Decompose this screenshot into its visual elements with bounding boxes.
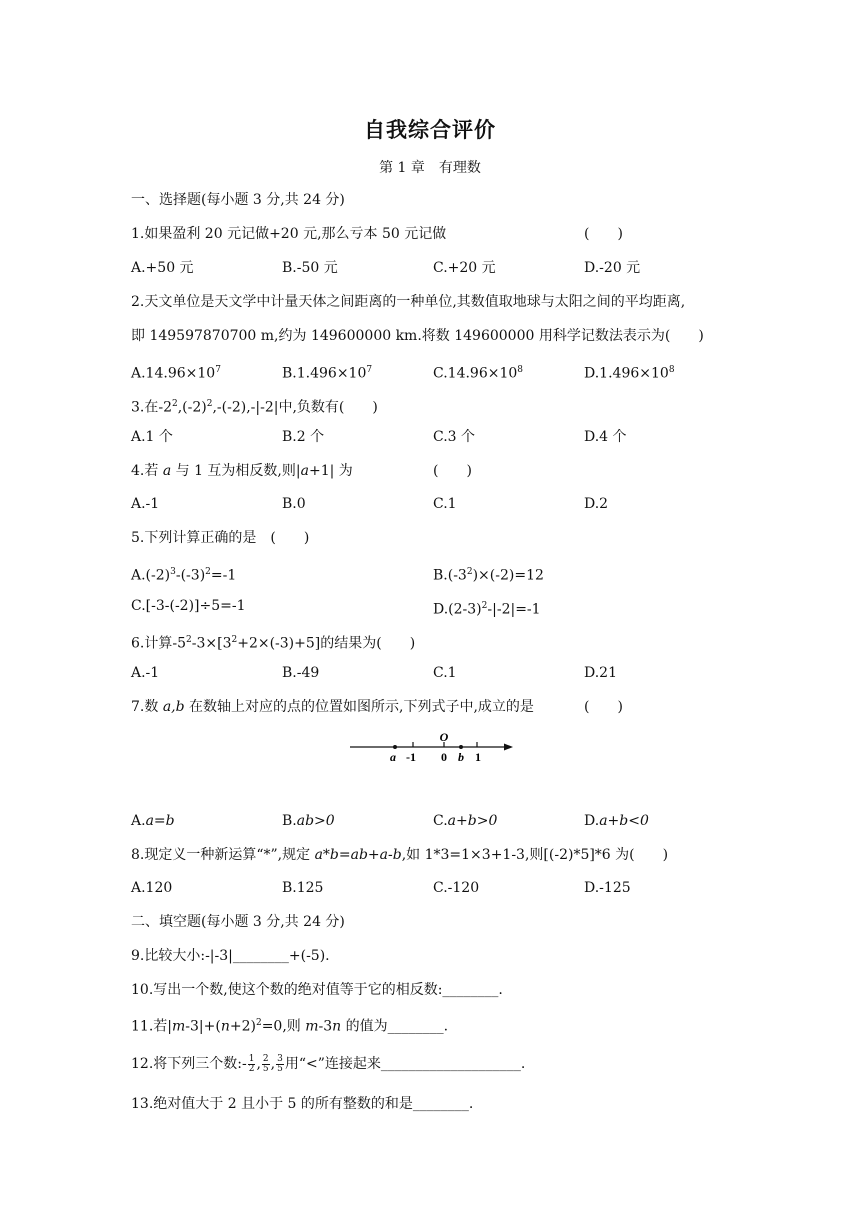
option-d: D.2: [584, 496, 609, 512]
option-a: $A.(-2)^3-(-3)^2=-1$: [131, 567, 237, 584]
option-b: B.2 个: [282, 429, 325, 445]
option-c: C.a+b>0: [433, 813, 498, 829]
option-a: A.-1: [131, 665, 160, 681]
point-a: [393, 745, 397, 749]
option-d: D.a+b<0: [584, 813, 649, 829]
option-c: C.1: [433, 665, 457, 681]
option-d: D.21: [584, 665, 617, 681]
fraction: $\frac{2}{5}$: [262, 1053, 269, 1074]
question-12: 12.将下列三个数:- $\frac{1}{2}$ , $\frac{2}{5}$ , $\frac{3}{5}$ 用“<”连接起来____________________.: [131, 1053, 526, 1074]
question-13: 13.绝对值大于 2 且小于 5 的所有整数的和是________.: [131, 1096, 474, 1112]
option-a: A.+50 元: [131, 260, 194, 276]
option-b: B.ab>0: [282, 813, 335, 829]
number-line-figure: [347, 730, 517, 766]
section-heading: 一、选择题(每小题 3 分,共 24 分): [131, 192, 345, 208]
answer-bracket: ( ): [433, 463, 472, 479]
question-6: 6.计算$-5^2-3\times[3^2+2\times(-3)+5]$的结果为( ): [131, 635, 416, 652]
option-d: D.-125: [584, 880, 631, 896]
origin-label: O: [439, 730, 449, 744]
option-c: $C.14.96\times 10^8$: [433, 365, 524, 382]
option-d: D.-20 元: [584, 260, 641, 276]
question-9: 9.比较大小:-|-3|________+(-5).: [131, 948, 330, 964]
option-c: C.+20 元: [433, 260, 496, 276]
label-b: b: [458, 750, 464, 764]
option-c: C.3 个: [433, 429, 476, 445]
option-b: B.125: [282, 880, 324, 896]
page-title: 自我综合评价: [364, 118, 496, 142]
option-d: D.4 个: [584, 429, 627, 445]
option-d: $D.(2-3)^2-|-2|=-1$: [433, 601, 541, 618]
option-b: $B.1.496\times 10^7$: [282, 365, 373, 382]
option-a: A.1 个: [131, 429, 173, 445]
question-3: 3.在$-2^2,(-2)^2,-(-2),-|-2|$中,负数有( ): [131, 399, 378, 416]
option-b: $B.(-3^2)\times(-2)=12$: [433, 567, 544, 584]
label-one: 1: [475, 750, 481, 764]
section-heading: 二、填空题(每小题 3 分,共 24 分): [131, 914, 345, 930]
question-10: 10.写出一个数,使这个数的绝对值等于它的相反数:________.: [131, 982, 503, 998]
label-zero: 0: [441, 750, 447, 764]
option-a: A.120: [131, 880, 173, 896]
option-b: B.0: [282, 496, 306, 512]
fraction: $\frac{1}{2}$: [248, 1053, 255, 1074]
option-c: C.1: [433, 496, 457, 512]
chapter-subtitle: 第 1 章 有理数: [379, 160, 481, 176]
option-a: $A.14.96\times 10^7$: [131, 365, 221, 382]
question-5: 5.下列计算正确的是 ( ): [131, 530, 310, 546]
option-d: $D.1.496\times 10^8$: [584, 365, 675, 382]
option-b: B.-49: [282, 665, 320, 681]
option-b: B.-50 元: [282, 260, 338, 276]
label-a: a: [390, 750, 396, 764]
arrow-right-icon: [504, 744, 513, 751]
option-a: A.a=b: [131, 813, 175, 829]
fraction: $\frac{3}{5}$: [277, 1053, 283, 1074]
question-8: 8.现定义一种新运算“*”,规定 a*b=ab+a-b,如 1*3=1×3+1-3,则[(-2)*5]*6 为( ): [131, 847, 669, 863]
point-b: [459, 745, 463, 749]
option-c: C.[-3-(-2)]÷5=-1: [131, 598, 246, 614]
question-7: 7.数 a,b 在数轴上对应的点的位置如图所示,下列式子中,成立的是: [131, 699, 534, 715]
option-c: C.-120: [433, 880, 480, 896]
option-a: A.-1: [131, 496, 160, 512]
question-2-line1: 2.天文单位是天文学中计量天体之间距离的一种单位,其数值取地球与太阳之间的平均距离,: [131, 294, 686, 310]
answer-bracket: ( ): [584, 699, 623, 715]
question-11: 11.若$|m-3|+(n+2)^2=0$,则 m-3n 的值为________.: [131, 1018, 449, 1035]
question-2-line2: 即 149597870700 m,约为 149600000 km.将数 149600000 用科学记数法表示为( ): [131, 328, 704, 344]
answer-bracket: ( ): [584, 226, 623, 242]
question-1: 1.如果盈利 20 元记做+20 元,那么亏本 50 元记做: [131, 226, 447, 242]
label-minus-one: -1: [406, 750, 416, 764]
question-4: 4.若 a 与 1 互为相反数,则|a+1| 为: [131, 463, 353, 479]
